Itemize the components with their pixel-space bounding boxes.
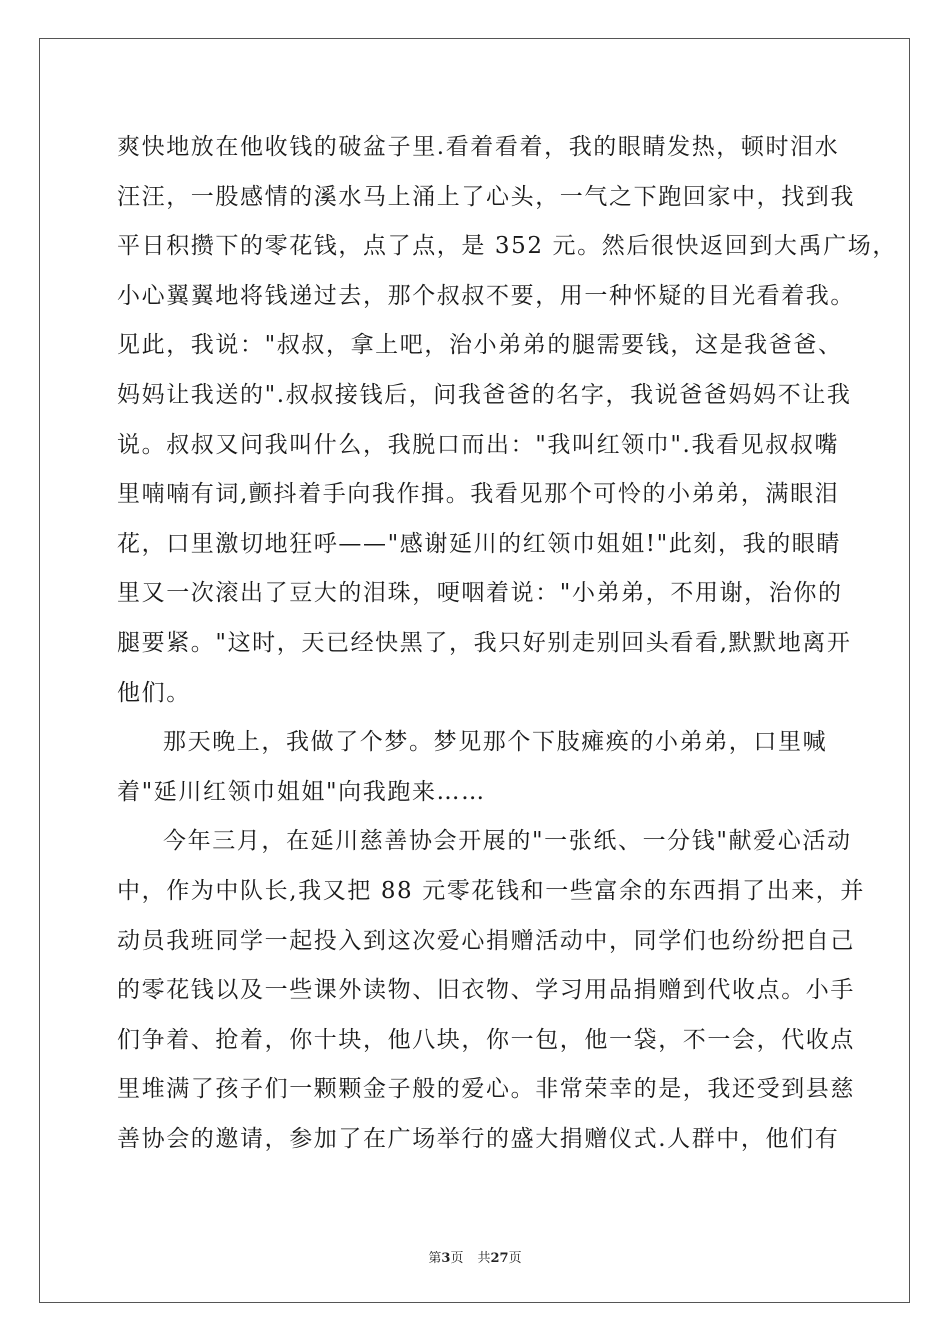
text-line: 中，作为中队长,我又把 88 元零花钱和一些富余的东西捐了出来，并 <box>117 877 865 904</box>
text-line: 见此，我说："叔叔，拿上吧，治小弟弟的腿需要钱，这是我爸爸、 <box>117 332 843 359</box>
text-line: 平日积攒下的零花钱，点了点，是 352 元。然后很快返回到大禹广场， <box>117 233 897 260</box>
text-line: 里又一次滚出了豆大的泪珠，哽咽着说："小弟弟，不用谢，治你的 <box>117 580 843 607</box>
text-line: 动员我班同学一起投入到这次爱心捐赠活动中，同学们也纷纷把自己 <box>117 927 855 954</box>
text-line: 花，口里激切地狂呼——"感谢延川的红领巾姐姐!"此刻，我的眼睛 <box>117 530 842 557</box>
text-line: 爽快地放在他收钱的破盆子里.看着看着，我的眼睛发热，顿时泪水 <box>117 134 840 160</box>
paragraph-start-line: 今年三月，在延川慈善协会开展的"一张纸、一分钱"献爱心活动 <box>163 828 852 855</box>
page-number: 第3页 <box>428 1251 464 1266</box>
text-line: 的零花钱以及一些课外读物、旧衣物、学习用品捐赠到代收点。小手 <box>117 977 855 1004</box>
page-total: 共27页 <box>477 1251 522 1266</box>
text-line: 着"延川红领巾姐姐"向我跑来…… <box>117 778 486 805</box>
text-line: 腿要紧。"这时，天已经快黑了，我只好别走别回头看看,默默地离开 <box>117 629 852 656</box>
text-line: 里喃喃有词,颤抖着手向我作揖。我看见那个可怜的小弟弟，满眼泪 <box>117 481 840 508</box>
text-line: 小心翼翼地将钱递过去，那个叔叔不要，用一种怀疑的目光看着我。 <box>117 282 855 309</box>
text-line: 们争着、抢着，你十块，他八块，你一包，他一袋，不一会，代收点 <box>117 1026 855 1053</box>
paragraph-start-line: 那天晚上，我做了个梦。梦见那个下肢瘫痪的小弟弟，口里喊 <box>163 729 828 756</box>
text-line: 善协会的邀请，参加了在广场举行的盛大捐赠仪式.人群中，他们有 <box>117 1125 840 1152</box>
text-line: 汪汪，一股感情的溪水马上涌上了心头，一气之下跑回家中，找到我 <box>117 183 855 210</box>
page-footer <box>0 1247 950 1266</box>
text-line: 说。叔叔又问我叫什么，我脱口而出："我叫红领巾".我看见叔叔嘴 <box>117 431 840 458</box>
text-line: 里堆满了孩子们一颗颗金子般的爱心。非常荣幸的是，我还受到县慈 <box>117 1076 855 1103</box>
document-body <box>117 123 897 1164</box>
text-line: 他们。 <box>117 679 191 706</box>
text-line: 妈妈让我送的".叔叔接钱后，问我爸爸的名字，我说爸爸妈妈不让我 <box>117 381 852 408</box>
